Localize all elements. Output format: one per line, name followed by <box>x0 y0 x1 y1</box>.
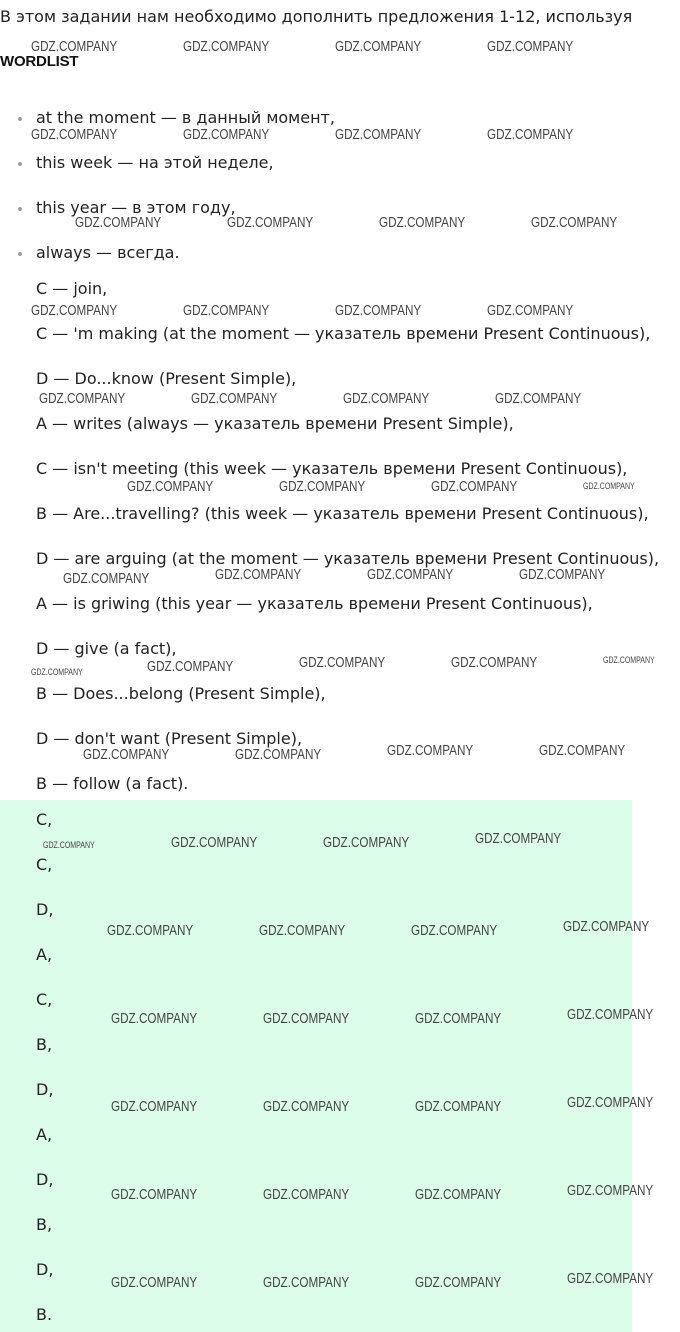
watermark: GDZ.COMPANY <box>127 478 214 495</box>
watermark: GDZ.COMPANY <box>259 922 346 939</box>
watermark: GDZ.COMPANY <box>335 302 422 319</box>
answer-text: B — Are...travelling? (this week — указатель времени Present Continuous), <box>36 504 649 523</box>
watermark: GDZ.COMPANY <box>263 1098 350 1115</box>
watermark: GDZ.COMPANY <box>387 742 474 759</box>
watermark: GDZ.COMPANY <box>111 1274 198 1291</box>
watermark: GDZ.COMPANY <box>487 302 574 319</box>
watermark: GDZ.COMPANY <box>563 918 650 935</box>
watermark: GDZ.COMPANY <box>107 922 194 939</box>
watermark: GDZ.COMPANY <box>183 302 270 319</box>
watermark: GDZ.COMPANY <box>567 1182 654 1199</box>
watermark: GDZ.COMPANY <box>343 390 430 407</box>
watermark: GDZ.COMPANY <box>411 922 498 939</box>
watermark: GDZ.COMPANY <box>415 1010 502 1027</box>
wordlist-item: always — всегда. <box>36 243 180 262</box>
watermark: GDZ.COMPANY <box>415 1186 502 1203</box>
answer-text: D — Do...know (Present Simple), <box>36 369 297 388</box>
watermark: GDZ.COMPANY <box>487 38 574 55</box>
watermark: GDZ.COMPANY <box>235 746 322 763</box>
watermark: GDZ.COMPANY <box>31 38 118 55</box>
watermark: GDZ.COMPANY <box>215 566 302 583</box>
watermark: GDZ.COMPANY <box>263 1274 350 1291</box>
short-answer-box <box>0 800 632 1332</box>
wordlist-item: this week — на этой неделе, <box>36 153 274 172</box>
wordlist-item: this year — в этом году, <box>36 198 236 217</box>
watermark: GDZ.COMPANY <box>567 1094 654 1111</box>
answer-text: C — join, <box>36 279 108 298</box>
watermark: GDZ.COMPANY <box>43 840 95 850</box>
watermark: GDZ.COMPANY <box>367 566 454 583</box>
watermark: GDZ.COMPANY <box>531 214 618 231</box>
watermark: GDZ.COMPANY <box>487 126 574 143</box>
watermark: GDZ.COMPANY <box>519 566 606 583</box>
watermark: GDZ.COMPANY <box>539 742 626 759</box>
watermark: GDZ.COMPANY <box>567 1006 654 1023</box>
answer-text: B — follow (a fact). <box>36 774 189 793</box>
watermark: GDZ.COMPANY <box>451 654 538 671</box>
answer-text: D — are arguing (at the moment — указатель времени Present Continuous), <box>36 549 660 568</box>
watermark: GDZ.COMPANY <box>323 834 410 851</box>
watermark: GDZ.COMPANY <box>39 390 126 407</box>
watermark: GDZ.COMPANY <box>335 126 422 143</box>
answer-text: B, <box>36 1215 53 1234</box>
answer-text: C, <box>36 810 53 829</box>
watermark: GDZ.COMPANY <box>171 834 258 851</box>
watermark: GDZ.COMPANY <box>111 1186 198 1203</box>
answer-text: D, <box>36 1170 54 1189</box>
watermark: GDZ.COMPANY <box>415 1098 502 1115</box>
watermark: GDZ.COMPANY <box>31 302 118 319</box>
watermark: GDZ.COMPANY <box>475 830 562 847</box>
watermark: GDZ.COMPANY <box>183 38 270 55</box>
answer-text: A, <box>36 945 53 964</box>
watermark: GDZ.COMPANY <box>379 214 466 231</box>
answer-text: C, <box>36 855 53 874</box>
watermark: GDZ.COMPANY <box>63 570 150 587</box>
watermark: GDZ.COMPANY <box>495 390 582 407</box>
answer-text: B — Does...belong (Present Simple), <box>36 684 326 703</box>
answer-text: A — writes (always — указатель времени Present Simple), <box>36 414 514 433</box>
watermark: GDZ.COMPANY <box>263 1010 350 1027</box>
watermark: GDZ.COMPANY <box>111 1010 198 1027</box>
watermark: GDZ.COMPANY <box>31 126 118 143</box>
answer-text: A, <box>36 1125 53 1144</box>
answer-text: D, <box>36 900 54 919</box>
answer-text: D, <box>36 1260 54 1279</box>
watermark: GDZ.COMPANY <box>83 746 170 763</box>
watermark: GDZ.COMPANY <box>299 654 386 671</box>
watermark: GDZ.COMPANY <box>227 214 314 231</box>
answer-text: B. <box>36 1305 53 1324</box>
answer-text: D, <box>36 1080 54 1099</box>
answer-text: C — 'm making (at the moment — указатель времени Present Continuous), <box>36 324 651 343</box>
watermark: GDZ.COMPANY <box>147 658 234 675</box>
wordlist-item: at the moment — в данный момент, <box>36 108 335 127</box>
answer-text: B, <box>36 1035 53 1054</box>
watermark: GDZ.COMPANY <box>431 478 518 495</box>
intro-text: В этом задании нам необходимо дополнить предложения 1-12, используя <box>0 7 633 26</box>
watermark: GDZ.COMPANY <box>111 1098 198 1115</box>
wordlist-heading: WORDLIST <box>0 53 79 70</box>
answer-text: C, <box>36 990 53 1009</box>
watermark: GDZ.COMPANY <box>191 390 278 407</box>
answer-text: D — give (a fact), <box>36 639 177 658</box>
watermark: GDZ.COMPANY <box>335 38 422 55</box>
watermark: GDZ.COMPANY <box>279 478 366 495</box>
watermark: GDZ.COMPANY <box>263 1186 350 1203</box>
watermark: GDZ.COMPANY <box>75 214 162 231</box>
watermark: GDZ.COMPANY <box>583 481 635 491</box>
watermark: GDZ.COMPANY <box>183 126 270 143</box>
watermark: GDZ.COMPANY <box>567 1270 654 1287</box>
watermark: GDZ.COMPANY <box>603 655 655 665</box>
answer-text: D — don't want (Present Simple), <box>36 729 303 748</box>
watermark: GDZ.COMPANY <box>31 667 83 677</box>
answer-text: A — is griwing (this year — указатель времени Present Continuous), <box>36 594 593 613</box>
watermark: GDZ.COMPANY <box>415 1274 502 1291</box>
answer-text: C — isn't meeting (this week — указатель времени Present Continuous), <box>36 459 628 478</box>
